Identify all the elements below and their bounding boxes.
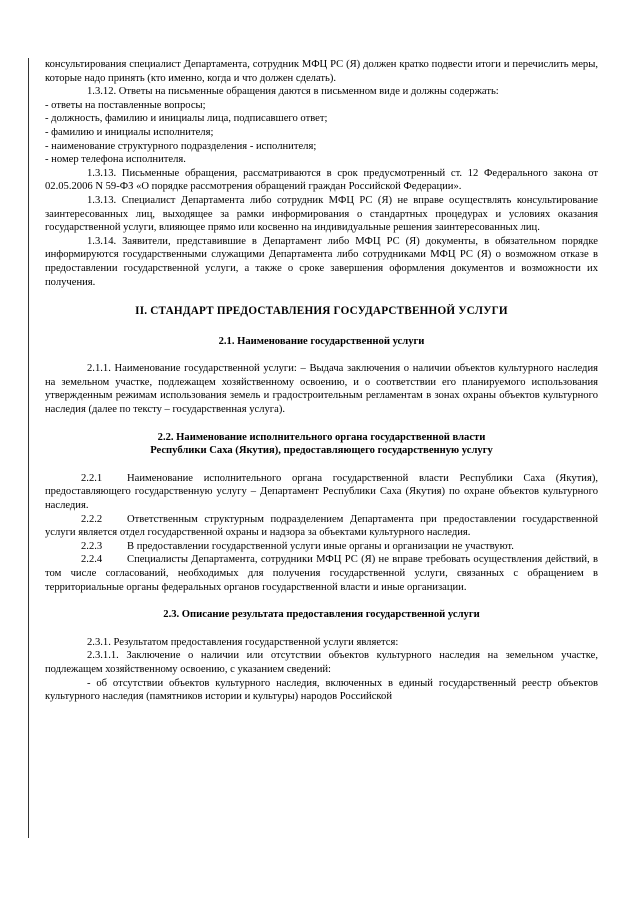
subsection-heading-2-2-line1: 2.2. Наименование исполнительного органа государственной власти bbox=[157, 431, 486, 443]
paragraph-2-1-1: 2.1.1. Наименование государственной услуги: – Выдача заключения о наличии объектов культурного наследия на земельном участке, подлежащем хозяйственному освоению, и о соответствии его планируемого использования утвержденным режимам использования земель и градостроительным регламентам в зонах охраны объектов культурного наследия (далее по тексту – государственная услуга). bbox=[45, 363, 598, 416]
document-body bbox=[45, 58, 598, 704]
paragraph-2-2-1 bbox=[45, 472, 598, 513]
clause-number: 2.2.3 bbox=[81, 540, 103, 552]
subsection-heading-2-3: 2.3. Описание результата предоставления государственной услуги bbox=[163, 609, 480, 621]
clause-number: 2.2.4 bbox=[81, 554, 103, 566]
list-item: - номер телефона исполнителя. bbox=[45, 154, 186, 166]
section-heading-ii: II. СТАНДАРТ ПРЕДОСТАВЛЕНИЯ ГОСУДАРСТВЕННОЙ УСЛУГИ bbox=[135, 305, 508, 318]
subsection-heading-2-2-line2: Республики Саха (Якутия), предоставляющего государственную услугу bbox=[150, 445, 493, 457]
list-item: - наименование структурного подразделения - исполнителя; bbox=[45, 140, 317, 152]
paragraph-consulting-summary: консультирования специалист Департамента, сотрудник МФЦ РС (Я) должен кратко подвести итоги и перечислить меры, которые надо принять (кто именно, когда и что должен сделать). bbox=[45, 59, 598, 84]
left-margin-rule bbox=[28, 58, 29, 838]
paragraph-1-3-14: 1.3.14. Заявители, представившие в Департамент либо МФЦ РС (Я) документы, в обязательном порядке информируются государственными служащими Департамента либо сотрудниками МФЦ РС (Я) о возможном отказе в предоставлении государственной услуги, а также о сроке завершения оформления документов и возможности их получения. bbox=[45, 235, 598, 288]
subsection-heading-2-1: 2.1. Наименование государственной услуги bbox=[218, 335, 425, 347]
list-item: - должность, фамилию и инициалы лица, подписавшего ответ; bbox=[45, 113, 328, 125]
paragraph-2-2-2 bbox=[45, 513, 598, 540]
clause-text: В предоставлении государственной услуги иные органы и организации не участвуют. bbox=[127, 540, 514, 552]
paragraph-1-3-12: 1.3.12. Ответы на письменные обращения даются в письменном виде и должны содержать: bbox=[87, 86, 499, 98]
paragraph-2-2-3 bbox=[45, 540, 598, 554]
list-item: - ответы на поставленные вопросы; bbox=[45, 99, 206, 111]
paragraph-2-3-1: 2.3.1. Результатом предоставления государственной услуги является: bbox=[87, 636, 399, 648]
paragraph-2-3-1-1-item: - об отсутствии объектов культурного наследия, включенных в единый государственный реестр объектов культурного наследия (памятников истории и культуры) народов Российской bbox=[45, 677, 598, 703]
paragraph-1-3-13-b: 1.3.13. Специалист Департамента либо сотрудник МФЦ РС (Я) не вправе осуществлять консультирование заинтересованных лиц, выходящее за рамки информирования о стандартных процедурах и условиях оказания государственной услуги, влияющее прямо или косвенно на индивидуальные решения заинтересованных лиц. bbox=[45, 194, 598, 234]
clause-text: Ответственным структурным подразделением Департамента при предоставлении государственной услуги является отдел государственной охраны и надзора за объектами культурного наследия. bbox=[45, 513, 598, 539]
clause-number: 2.2.1 bbox=[81, 472, 103, 484]
list-item: - фамилию и инициалы исполнителя; bbox=[45, 126, 214, 138]
clause-number: 2.2.2 bbox=[81, 513, 103, 525]
clause-text: Специалисты Департамента, сотрудники МФЦ РС (Я) не вправе требовать осуществления действий, в том числе согласований, необходимых для получения государственной услуги, связанных с обращением в территориальные органы федеральных органов государственной власти и иные организации. bbox=[45, 554, 598, 593]
paragraph-2-2-4 bbox=[45, 553, 598, 594]
paragraph-1-3-13-a: 1.3.13. Письменные обращения, рассматриваются в срок предусмотренный ст. 12 Федерального закона от 02.05.2006 N 59-ФЗ «О порядке рассмотрения обращений граждан Российской Федерации». bbox=[45, 167, 598, 193]
clause-text: Наименование исполнительного органа государственной власти Республики Саха (Якутия), предоставляющего государственную услугу – Департамент Республики Саха (Якутия) по охране объектов культурного наследия. bbox=[45, 472, 598, 512]
paragraph-2-3-1-1: 2.3.1.1. Заключение о наличии или отсутствии объектов культурного наследия на земельном участке, подлежащем хозяйственному освоению, с указанием сведений: bbox=[45, 650, 598, 675]
